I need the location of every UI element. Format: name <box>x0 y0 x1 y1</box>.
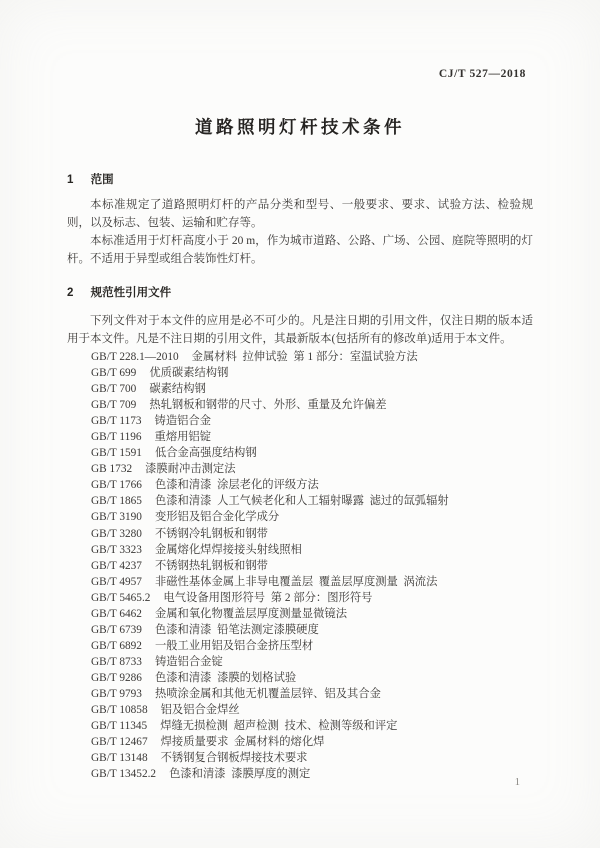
reference-title: 热轧钢板和钢带的尺寸、外形、重量及允许偏差 <box>149 399 387 412</box>
reference-code: GB/T 1196 <box>91 431 142 444</box>
reference-code: GB 1732 <box>91 463 133 476</box>
reference-code: GB/T 8733 <box>91 655 142 668</box>
reference-code: GB/T 6892 <box>91 639 142 652</box>
scope-paragraph-1: 本标准规定了道路照明灯杆的产品分类和型号、一般要求、要求、试验方法、检验规则，以及标志、包装、运输和贮存等。 <box>67 199 533 229</box>
reference-code: GB/T 13452.2 <box>91 768 157 781</box>
scope-paragraph-2: 本标准适用于灯杆高度小于 20 m，作为城市道路、公路、广场、公园、庭院等照明的灯杆。不适用于异型或组合装饰性灯杆。 <box>67 234 533 265</box>
section-heading-references <box>67 284 533 300</box>
scope-paragraphs <box>67 197 533 269</box>
reference-item <box>91 718 541 734</box>
reference-title: 碳素结构钢 <box>149 383 206 396</box>
reference-code: GB/T 10858 <box>91 704 148 717</box>
references-intro-paragraph: 下列文件对于本文件的应用是必不可少的。凡是注日期的引用文件，仅注日期的版本适用于本文件。凡是不注日期的引用文件，其最新版本(包括所有的修改单)适用于本文件。 <box>67 315 533 345</box>
reference-title: 不锈钢复合钢板焊接技术要求 <box>160 752 308 765</box>
reference-item <box>91 542 541 558</box>
reference-code: GB/T 5465.2 <box>91 591 151 604</box>
reference-code: GB/T 3280 <box>91 527 142 540</box>
reference-code: GB/T 3323 <box>91 543 142 556</box>
reference-item <box>91 670 541 686</box>
references-intro <box>67 313 533 348</box>
reference-item <box>91 445 541 461</box>
reference-item <box>91 397 541 413</box>
reference-title: 铝及铝合金焊丝 <box>160 704 240 717</box>
reference-title: 不锈钢热轧钢板和钢带 <box>154 559 268 572</box>
reference-item <box>91 349 541 365</box>
reference-item <box>91 413 541 429</box>
reference-title: 电气设备用图形符号 第 2 部分：图形符号 <box>163 591 373 604</box>
reference-title: 色漆和清漆 铅笔法测定漆膜硬度 <box>154 623 319 636</box>
reference-code: GB/T 1865 <box>91 495 142 508</box>
section-number: 2 <box>67 287 74 299</box>
reference-item <box>91 574 541 590</box>
reference-item <box>91 365 541 381</box>
standard-number: CJ/T 527—2018 <box>438 68 526 80</box>
reference-code: GB/T 1766 <box>91 479 142 492</box>
reference-code: GB/T 11345 <box>91 720 148 733</box>
reference-item <box>91 590 541 606</box>
reference-title: 色漆和清漆 人工气候老化和人工辐射曝露 滤过的氙弧辐射 <box>154 495 449 508</box>
reference-title: 铸造铝合金锭 <box>154 655 223 668</box>
reference-item <box>91 381 541 397</box>
reference-code: GB/T 12467 <box>91 736 148 749</box>
section-number: 1 <box>67 174 74 186</box>
reference-title: 非磁性基体金属上非导电覆盖层 覆盖层厚度测量 涡流法 <box>154 575 438 588</box>
reference-code: GB/T 9286 <box>91 671 142 684</box>
reference-title: 铸造铝合金 <box>154 415 212 428</box>
section-title: 范围 <box>90 174 114 186</box>
reference-title: 金属熔化焊焊接接头射线照相 <box>154 543 302 556</box>
reference-code: GB/T 1591 <box>91 447 142 460</box>
reference-code: GB/T 6462 <box>91 607 142 620</box>
reference-title: 漆膜耐冲击测定法 <box>145 463 236 476</box>
reference-title: 焊缝无损检测 超声检测 技术、检测等级和评定 <box>160 720 398 733</box>
reference-title: 色漆和清漆 漆膜的划格试验 <box>154 671 297 684</box>
reference-code: GB/T 6739 <box>91 623 142 636</box>
reference-title: 优质碳素结构钢 <box>149 367 229 380</box>
reference-item <box>91 461 541 477</box>
document-title: 道路照明灯杆技术条件 <box>195 117 405 137</box>
reference-item <box>91 558 541 574</box>
reference-title: 色漆和清漆 漆膜厚度的测定 <box>169 768 311 781</box>
reference-code: GB/T 3190 <box>91 511 142 524</box>
references-list <box>91 349 541 782</box>
reference-item <box>91 606 541 622</box>
reference-item <box>91 702 541 718</box>
reference-title: 低合金高强度结构钢 <box>154 447 257 460</box>
reference-code: GB/T 13148 <box>91 752 148 765</box>
reference-code: GB/T 709 <box>91 399 137 412</box>
reference-item <box>91 493 541 509</box>
page-number: 1 <box>514 777 520 788</box>
reference-item <box>91 509 541 525</box>
reference-code: GB/T 1173 <box>91 415 142 428</box>
reference-item <box>91 429 541 445</box>
reference-title: 金属和氧化物覆盖层厚度测量显微镜法 <box>154 607 348 620</box>
reference-item <box>91 638 541 654</box>
reference-code: GB/T 4957 <box>91 575 142 588</box>
reference-code: GB/T 4237 <box>91 559 142 572</box>
reference-title: 一般工业用铝及铝合金挤压型材 <box>154 639 314 652</box>
reference-item <box>91 622 541 638</box>
reference-code: GB/T 228.1—2010 <box>91 351 179 363</box>
reference-item <box>91 526 541 542</box>
reference-code: GB/T 700 <box>91 383 137 396</box>
reference-item <box>91 477 541 493</box>
reference-item <box>91 766 541 782</box>
reference-item <box>91 686 541 702</box>
reference-title: 重熔用铝锭 <box>154 431 212 444</box>
reference-code: GB/T 9793 <box>91 687 142 700</box>
reference-item <box>91 734 541 750</box>
reference-title: 金属材料 拉伸试验 第 1 部分：室温试验方法 <box>191 351 418 363</box>
reference-title: 色漆和清漆 涂层老化的评级方法 <box>154 479 319 492</box>
reference-item <box>91 750 541 766</box>
reference-item <box>91 654 541 670</box>
reference-title: 热喷涂金属和其他无机覆盖层锌、铝及其合金 <box>154 687 381 700</box>
reference-code: GB/T 699 <box>91 367 137 380</box>
section-title: 规范性引用文件 <box>90 287 172 299</box>
reference-title: 变形铝及铝合金化学成分 <box>154 511 280 524</box>
reference-title: 不锈钢冷轧钢板和钢带 <box>154 527 268 540</box>
reference-title: 焊接质量要求 金属材料的熔化焊 <box>160 736 325 749</box>
section-heading-scope <box>67 171 533 187</box>
